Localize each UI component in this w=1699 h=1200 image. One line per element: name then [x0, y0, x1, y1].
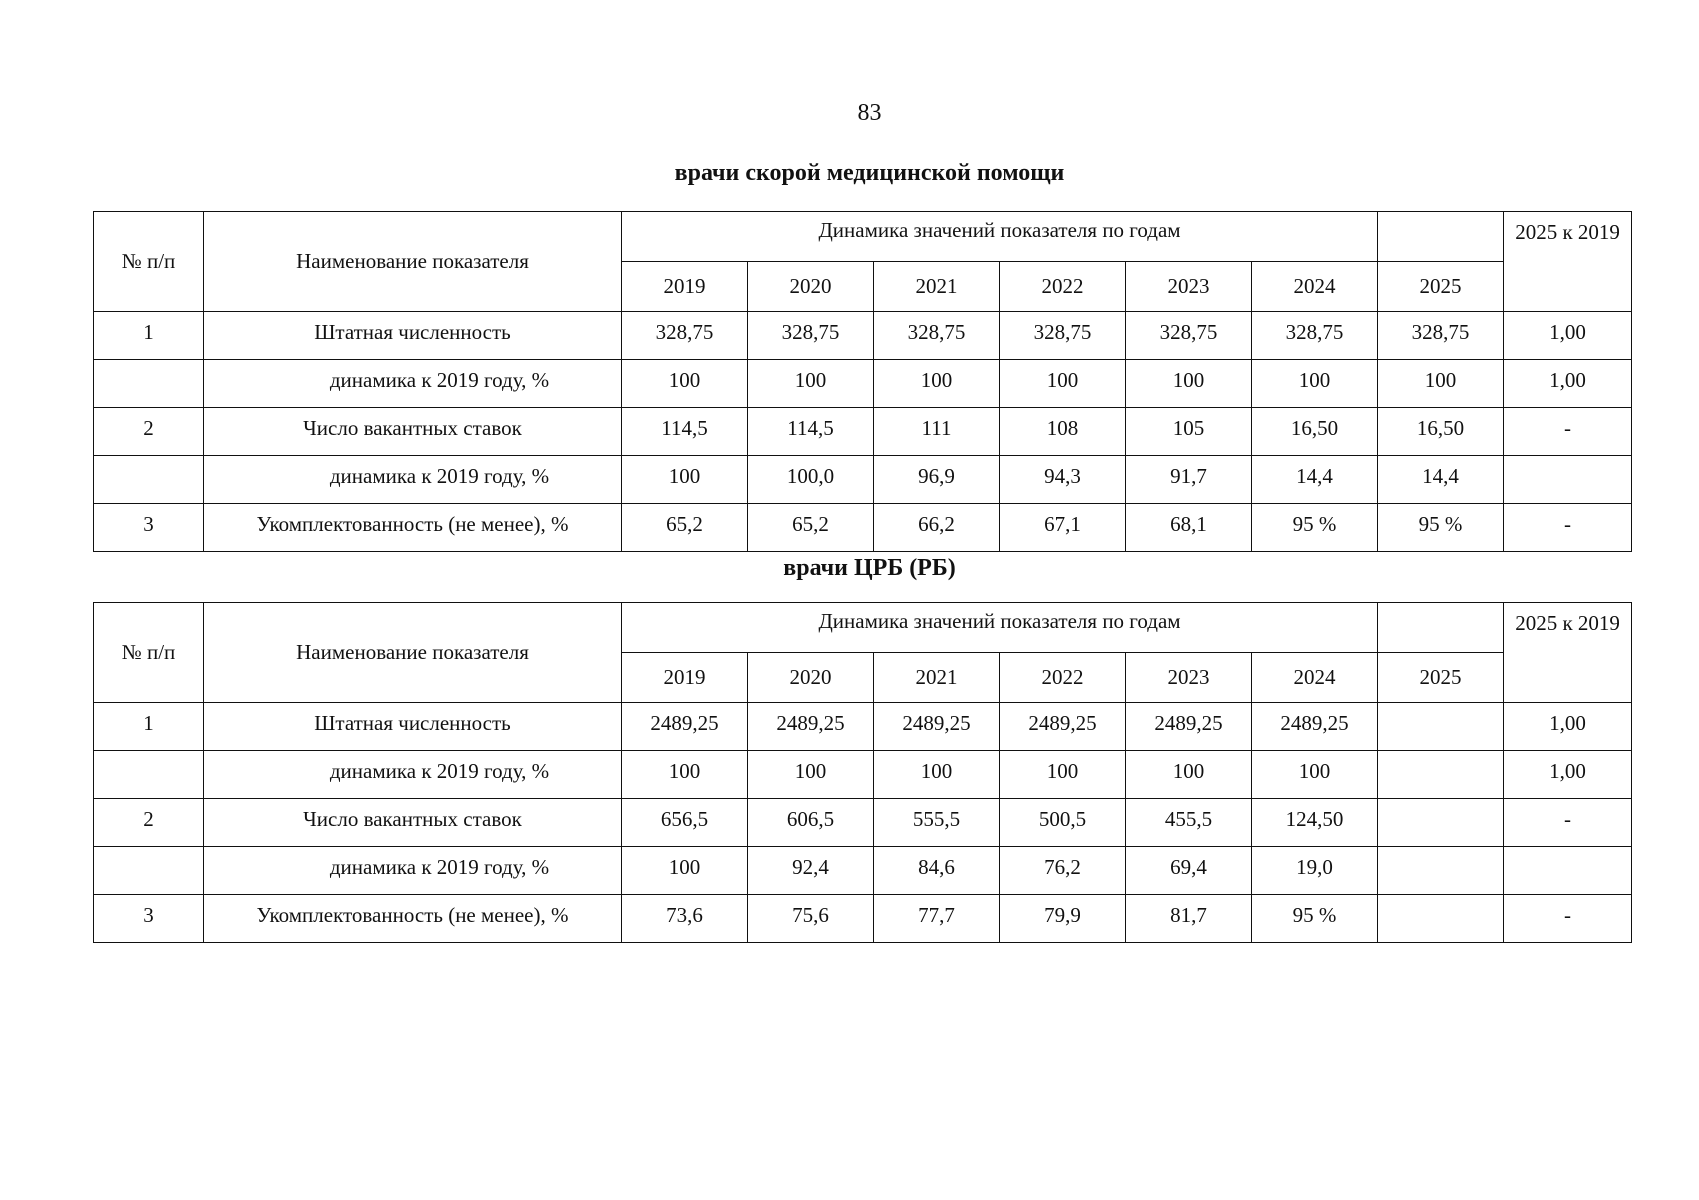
ratio-cell: -	[1504, 408, 1632, 456]
ratio-cell: -	[1504, 895, 1632, 943]
value-cell: 100,0	[748, 456, 874, 504]
value-cell: 328,75	[1126, 312, 1252, 360]
row-number	[94, 360, 204, 408]
value-cell: 111	[874, 408, 1000, 456]
table-row	[94, 799, 1632, 847]
value-cell: 95 %	[1252, 504, 1378, 552]
indicator-name: динамика к 2019 году, %	[204, 847, 622, 895]
value-cell: 328,75	[1000, 312, 1126, 360]
value-cell: 100	[622, 847, 748, 895]
value-cell: 100	[874, 751, 1000, 799]
value-cell: 328,75	[1252, 312, 1378, 360]
indicator-name: Число вакантных ставок	[204, 799, 622, 847]
ratio-cell	[1504, 847, 1632, 895]
value-cell: 105	[1126, 408, 1252, 456]
table-row	[94, 895, 1632, 943]
value-cell: 100	[1378, 360, 1504, 408]
year-header: 2019	[622, 653, 748, 703]
value-cell: 100	[622, 456, 748, 504]
value-cell: 114,5	[748, 408, 874, 456]
value-cell: 2489,25	[1252, 703, 1378, 751]
value-cell: 100	[622, 751, 748, 799]
value-cell	[1378, 895, 1504, 943]
table-row	[94, 456, 1632, 504]
row-number: 2	[94, 408, 204, 456]
year-header: 2024	[1252, 262, 1378, 312]
value-cell: 328,75	[874, 312, 1000, 360]
value-cell: 19,0	[1252, 847, 1378, 895]
ratio-cell	[1504, 456, 1632, 504]
year-header: 2020	[748, 262, 874, 312]
row-number	[94, 751, 204, 799]
value-cell: 73,6	[622, 895, 748, 943]
value-cell: 16,50	[1252, 408, 1378, 456]
header-row	[94, 603, 1632, 653]
table-row	[94, 408, 1632, 456]
value-cell: 100	[1000, 360, 1126, 408]
column-header-indicator: Наименование показателя	[204, 212, 622, 312]
value-cell: 14,4	[1378, 456, 1504, 504]
value-cell: 77,7	[874, 895, 1000, 943]
value-cell: 100	[1126, 751, 1252, 799]
value-cell: 79,9	[1000, 895, 1126, 943]
column-header-number: № п/п	[94, 603, 204, 703]
value-cell: 14,4	[1252, 456, 1378, 504]
row-number: 3	[94, 504, 204, 552]
row-number: 3	[94, 895, 204, 943]
value-cell: 65,2	[622, 504, 748, 552]
row-number: 2	[94, 799, 204, 847]
table-row	[94, 751, 1632, 799]
value-cell: 100	[874, 360, 1000, 408]
value-cell: 100	[1000, 751, 1126, 799]
value-cell: 95 %	[1252, 895, 1378, 943]
ratio-cell: 1,00	[1504, 751, 1632, 799]
year-header: 2022	[1000, 262, 1126, 312]
value-cell	[1378, 799, 1504, 847]
header-empty-cell	[1378, 603, 1504, 653]
row-number: 1	[94, 312, 204, 360]
value-cell: 108	[1000, 408, 1126, 456]
value-cell: 2489,25	[622, 703, 748, 751]
indicator-name: Штатная численность	[204, 703, 622, 751]
table-row	[94, 847, 1632, 895]
indicator-name: Число вакантных ставок	[204, 408, 622, 456]
value-cell: 2489,25	[1000, 703, 1126, 751]
year-header: 2019	[622, 262, 748, 312]
year-header: 2023	[1126, 653, 1252, 703]
indicator-name: Штатная численность	[204, 312, 622, 360]
value-cell: 68,1	[1126, 504, 1252, 552]
indicator-name: динамика к 2019 году, %	[204, 456, 622, 504]
column-header-number: № п/п	[94, 212, 204, 312]
column-header-dynamics: Динамика значений показателя по годам	[622, 212, 1378, 262]
table-row	[94, 504, 1632, 552]
year-header: 2025	[1378, 262, 1504, 312]
header-row	[94, 212, 1632, 262]
value-cell: 455,5	[1126, 799, 1252, 847]
value-cell: 2489,25	[748, 703, 874, 751]
year-header: 2020	[748, 653, 874, 703]
value-cell: 75,6	[748, 895, 874, 943]
page-number: 83	[857, 100, 882, 126]
year-header: 2022	[1000, 653, 1126, 703]
value-cell: 328,75	[748, 312, 874, 360]
row-number	[94, 847, 204, 895]
header-empty-cell	[1378, 212, 1504, 262]
value-cell: 84,6	[874, 847, 1000, 895]
value-cell: 76,2	[1000, 847, 1126, 895]
value-cell: 95 %	[1378, 504, 1504, 552]
value-cell: 69,4	[1126, 847, 1252, 895]
year-header: 2025	[1378, 653, 1504, 703]
value-cell: 16,50	[1378, 408, 1504, 456]
value-cell: 656,5	[622, 799, 748, 847]
value-cell: 555,5	[874, 799, 1000, 847]
indicator-table	[93, 602, 1632, 943]
value-cell	[1378, 847, 1504, 895]
year-header: 2023	[1126, 262, 1252, 312]
ratio-cell: 1,00	[1504, 360, 1632, 408]
value-cell: 67,1	[1000, 504, 1126, 552]
value-cell: 100	[1252, 751, 1378, 799]
value-cell	[1378, 703, 1504, 751]
value-cell: 114,5	[622, 408, 748, 456]
column-header-ratio: 2025 к 2019	[1504, 212, 1632, 312]
value-cell: 100	[1252, 360, 1378, 408]
value-cell: 100	[748, 360, 874, 408]
value-cell: 500,5	[1000, 799, 1126, 847]
ratio-cell: -	[1504, 799, 1632, 847]
table-row	[94, 703, 1632, 751]
value-cell: 2489,25	[1126, 703, 1252, 751]
column-header-indicator: Наименование показателя	[204, 603, 622, 703]
value-cell: 100	[748, 751, 874, 799]
value-cell: 92,4	[748, 847, 874, 895]
value-cell: 2489,25	[874, 703, 1000, 751]
value-cell: 65,2	[748, 504, 874, 552]
ratio-cell: 1,00	[1504, 703, 1632, 751]
ratio-cell: -	[1504, 504, 1632, 552]
value-cell: 96,9	[874, 456, 1000, 504]
section-title: врачи скорой медицинской помощи	[674, 160, 1065, 186]
value-cell: 606,5	[748, 799, 874, 847]
year-header: 2021	[874, 653, 1000, 703]
value-cell: 100	[1126, 360, 1252, 408]
value-cell: 100	[622, 360, 748, 408]
table-row	[94, 312, 1632, 360]
ratio-cell: 1,00	[1504, 312, 1632, 360]
year-header: 2021	[874, 262, 1000, 312]
year-header: 2024	[1252, 653, 1378, 703]
section-title: врачи ЦРБ (РБ)	[783, 555, 956, 581]
indicator-name: динамика к 2019 году, %	[204, 360, 622, 408]
value-cell: 66,2	[874, 504, 1000, 552]
row-number	[94, 456, 204, 504]
indicator-table	[93, 211, 1632, 552]
column-header-ratio: 2025 к 2019	[1504, 603, 1632, 703]
value-cell: 328,75	[1378, 312, 1504, 360]
table-row	[94, 360, 1632, 408]
row-number: 1	[94, 703, 204, 751]
value-cell: 94,3	[1000, 456, 1126, 504]
indicator-name: динамика к 2019 году, %	[204, 751, 622, 799]
indicator-name: Укомплектованность (не менее), %	[204, 504, 622, 552]
column-header-dynamics: Динамика значений показателя по годам	[622, 603, 1378, 653]
value-cell: 124,50	[1252, 799, 1378, 847]
value-cell	[1378, 751, 1504, 799]
value-cell: 91,7	[1126, 456, 1252, 504]
indicator-name: Укомплектованность (не менее), %	[204, 895, 622, 943]
value-cell: 81,7	[1126, 895, 1252, 943]
value-cell: 328,75	[622, 312, 748, 360]
